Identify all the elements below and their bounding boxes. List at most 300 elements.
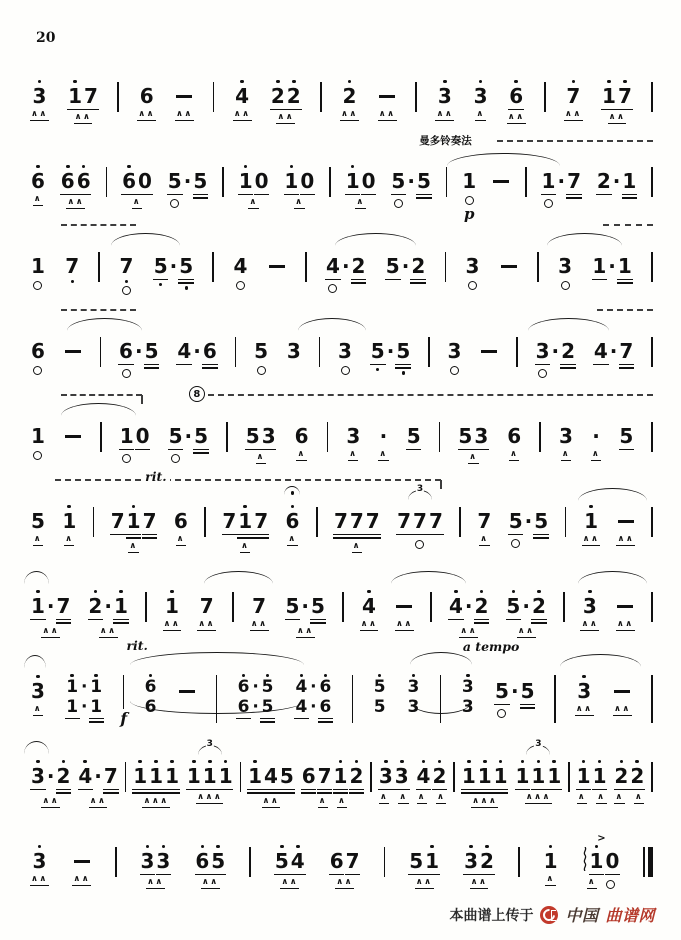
barline <box>554 675 556 723</box>
note-digit: 5 <box>619 424 634 448</box>
underline <box>349 534 365 536</box>
note-group <box>87 588 128 638</box>
voice <box>465 248 481 290</box>
tremolo-triangles: ∧ <box>249 197 258 208</box>
note-digit: 3 <box>464 849 479 873</box>
note <box>476 503 492 532</box>
note <box>351 248 367 284</box>
note-stack <box>31 78 47 107</box>
note-digit: 1 <box>149 764 164 788</box>
note-stack <box>30 758 71 794</box>
note <box>87 588 103 620</box>
note-digit: 3 <box>32 849 47 873</box>
note <box>310 588 326 624</box>
voice <box>234 78 250 107</box>
tremolo-marks <box>340 110 359 121</box>
note-digit: · <box>407 169 415 193</box>
dashed-extension-line <box>61 309 136 311</box>
underline <box>601 109 617 111</box>
underline <box>144 367 160 369</box>
note-group <box>245 418 277 464</box>
octave-dot-below <box>376 368 379 371</box>
tremolo-marks <box>176 535 186 546</box>
underline <box>310 622 326 624</box>
note-digit: 7 <box>254 509 269 533</box>
note-digit: 1 <box>119 424 134 448</box>
note <box>56 758 72 794</box>
tremolo-marks <box>201 878 220 889</box>
underline <box>247 792 263 794</box>
tremolo-marks <box>591 450 601 461</box>
note-stack <box>613 758 645 790</box>
note <box>30 163 46 192</box>
note-digit: · <box>612 169 621 193</box>
barline <box>232 592 234 622</box>
octave-dot-slot <box>36 673 40 680</box>
note-group <box>345 163 377 209</box>
note-digit: 5 <box>534 509 549 533</box>
voice <box>396 503 444 535</box>
voice <box>448 588 489 624</box>
note-group <box>593 333 634 369</box>
octave-dot-above <box>607 80 611 84</box>
voice <box>416 758 448 790</box>
octave-dot-above <box>351 165 355 169</box>
note-digit: 6 <box>76 169 91 193</box>
barline <box>384 847 386 877</box>
note <box>499 248 519 277</box>
octave-dot-below <box>185 286 188 289</box>
underline <box>83 109 99 111</box>
note <box>232 248 248 290</box>
note <box>192 163 208 199</box>
note-digit: 5 <box>396 339 411 363</box>
note <box>143 673 158 696</box>
underline <box>65 718 80 720</box>
note <box>238 163 254 195</box>
note-digit: 1 <box>186 764 201 788</box>
octave-dot-slot <box>192 758 196 765</box>
note-digit: · <box>193 339 201 363</box>
note-digit: 3 <box>447 339 462 363</box>
underline <box>531 619 547 621</box>
voice <box>457 418 489 450</box>
underline <box>260 721 275 723</box>
dash-note <box>65 350 81 353</box>
voice <box>461 758 509 794</box>
octave-dot-above <box>146 845 150 849</box>
note <box>494 673 510 718</box>
octave-dot-above <box>572 80 576 84</box>
note-digit: 1 <box>333 764 348 788</box>
voice <box>558 418 574 447</box>
underline <box>186 789 202 791</box>
note-stack <box>236 673 275 723</box>
note <box>531 588 547 624</box>
measure-cells <box>30 248 653 295</box>
note <box>556 163 566 192</box>
dash-note <box>481 350 497 353</box>
note-group <box>274 843 306 889</box>
note-stack <box>199 588 215 617</box>
underline <box>193 449 209 451</box>
measure-cells <box>30 588 653 638</box>
note <box>30 503 46 532</box>
note <box>267 248 287 277</box>
octave-dot-above <box>240 80 244 84</box>
note-digit: 7 <box>566 84 581 108</box>
tremolo-marks <box>580 620 599 631</box>
note-digit: 3 <box>286 339 301 363</box>
note-digit: 5 <box>385 254 400 278</box>
voice <box>463 843 495 875</box>
underline <box>619 364 635 366</box>
voice <box>294 696 333 723</box>
octave-dot-above <box>443 80 447 84</box>
note <box>473 418 489 450</box>
barline <box>117 82 119 112</box>
note <box>474 588 490 624</box>
underline <box>461 792 477 794</box>
note <box>64 248 80 283</box>
note-digit: 1 <box>425 849 440 873</box>
voice <box>139 78 155 107</box>
note-digit: 7 <box>56 594 71 618</box>
note <box>132 758 148 794</box>
octave-dot-above <box>253 760 257 764</box>
note-stack <box>30 248 46 290</box>
note-digit: 3 <box>394 764 409 788</box>
note-digit: 5 <box>254 339 268 363</box>
note-digit: 5 <box>373 677 386 697</box>
note-digit: 6 <box>329 849 344 873</box>
note-stack <box>345 163 377 195</box>
octave-dot-slot <box>162 843 166 850</box>
note-digit: 3 <box>473 84 488 108</box>
note-group <box>238 163 270 209</box>
underline <box>473 449 489 451</box>
note <box>379 418 389 447</box>
underline <box>566 197 582 199</box>
note-digit: 3 <box>461 697 474 717</box>
note-digit: · <box>557 169 566 193</box>
note-group <box>63 418 83 447</box>
note-group <box>378 758 410 804</box>
note-group <box>406 418 422 450</box>
note-digit: 1 <box>617 254 632 278</box>
note-stack <box>232 248 248 290</box>
note-stack <box>461 758 509 794</box>
octave-dot-above <box>154 760 158 764</box>
note-stack <box>286 333 302 362</box>
octave-8-marker: 8 <box>189 386 205 402</box>
tremolo-marks <box>30 875 49 886</box>
note <box>477 758 493 794</box>
note-group <box>396 484 444 549</box>
note <box>251 673 260 696</box>
voice <box>372 673 387 696</box>
octave-dot-slot <box>355 758 359 765</box>
underline <box>148 792 164 794</box>
note-group <box>372 673 387 716</box>
underline <box>118 364 134 366</box>
note-stack <box>186 758 234 790</box>
tremolo-marks <box>525 793 552 804</box>
note <box>514 758 530 790</box>
octave-dot-slot <box>467 758 471 765</box>
tremolo-marks <box>262 797 281 808</box>
octave-dot-above <box>170 760 174 764</box>
voice <box>494 673 535 718</box>
voice <box>377 78 397 107</box>
note-stack <box>576 758 608 790</box>
note-digit: 5 <box>416 169 431 193</box>
underline <box>103 789 119 791</box>
note-stack <box>253 333 269 375</box>
note-digit: · <box>608 254 616 278</box>
note <box>168 418 184 463</box>
underline <box>279 789 295 791</box>
note-digit: 4 <box>235 84 250 108</box>
note-stack <box>87 588 128 624</box>
voice <box>63 333 83 362</box>
octave-dot-above <box>589 505 593 509</box>
voice <box>385 248 426 284</box>
underline <box>253 537 269 539</box>
underline <box>370 364 386 366</box>
note <box>251 588 267 617</box>
note <box>61 503 77 532</box>
octave-dot-slot <box>240 78 244 85</box>
underline <box>395 367 411 369</box>
voice <box>601 78 633 110</box>
voice <box>361 588 377 617</box>
note <box>372 673 387 696</box>
note <box>56 588 72 624</box>
note-digit: 0 <box>254 169 269 193</box>
arpeggio-wavy-icon <box>582 847 588 871</box>
underline <box>294 718 309 720</box>
octave-dot-above <box>635 760 639 764</box>
note-stack <box>345 418 361 447</box>
slur-arc <box>24 741 49 754</box>
note-stack <box>514 758 562 790</box>
underline <box>614 789 630 791</box>
note <box>89 673 104 696</box>
note <box>285 503 301 532</box>
note-digit: 0 <box>300 169 315 193</box>
note-digit: 5 <box>193 169 208 193</box>
note-stack <box>591 418 601 447</box>
note-digit: · <box>522 594 530 618</box>
note <box>479 843 495 875</box>
note <box>437 78 453 107</box>
tremolo-triangles: ∧∧ <box>582 534 600 544</box>
voice <box>508 503 549 548</box>
note-group <box>394 588 414 631</box>
voice <box>508 78 524 110</box>
tremolo-marks <box>355 198 365 209</box>
underline <box>56 789 72 791</box>
voice <box>31 78 47 107</box>
barline <box>439 422 441 452</box>
note-digit: 2 <box>531 594 546 618</box>
note <box>558 418 574 447</box>
note-digit: 5 <box>279 764 294 788</box>
underline <box>142 534 158 536</box>
note-digit: 1 <box>62 509 77 533</box>
underline <box>193 197 209 199</box>
open-circle-mark <box>450 366 459 375</box>
note-group <box>63 333 83 362</box>
open-circle-mark <box>328 284 337 293</box>
underline <box>493 792 509 794</box>
underline <box>56 619 72 621</box>
note-stack <box>465 248 481 290</box>
note-digit: 3 <box>261 424 276 448</box>
underline <box>318 718 333 720</box>
octave-dot-above <box>242 674 246 678</box>
note <box>612 163 622 192</box>
note <box>460 696 475 716</box>
note <box>506 418 522 447</box>
note <box>457 418 473 450</box>
note-group <box>613 758 645 804</box>
tremolo-marks <box>248 198 258 209</box>
underline <box>178 282 194 284</box>
underline <box>520 704 536 706</box>
tremolo-triangles: ∧∧ <box>138 109 156 119</box>
note <box>463 843 479 875</box>
note-digit: 0 <box>135 424 150 448</box>
tremolo-marks <box>64 535 74 546</box>
note-group <box>465 248 481 290</box>
octave-dot-above <box>514 80 518 84</box>
dash-note <box>618 520 634 523</box>
tremolo-triangles: ∧∧ <box>378 109 396 119</box>
tremolo-marks <box>296 450 306 461</box>
octave-dot-above <box>367 590 371 594</box>
note-group <box>576 758 608 804</box>
note <box>283 163 299 195</box>
underline <box>541 194 557 196</box>
octave-dot-above <box>36 165 40 169</box>
tremolo-marks <box>587 878 615 889</box>
note <box>345 163 361 195</box>
measure-cells <box>30 833 653 889</box>
barline <box>305 252 307 282</box>
barline <box>329 167 331 197</box>
note-digit: 5 <box>194 424 209 448</box>
note <box>274 843 290 875</box>
note-stack <box>463 843 495 875</box>
note <box>300 588 310 617</box>
tremolo-marks <box>74 113 93 124</box>
note-digit: 6 <box>202 339 217 363</box>
tremolo-marks <box>616 535 635 546</box>
note <box>194 843 210 875</box>
tremolo-triangles: ∧ <box>132 197 142 208</box>
note-stack <box>385 248 426 284</box>
note-group <box>591 248 632 284</box>
note <box>253 333 269 375</box>
note <box>521 588 531 617</box>
note-stack <box>378 758 410 790</box>
note-stack <box>63 333 83 362</box>
note-stack <box>63 418 83 447</box>
note <box>199 588 215 617</box>
note-stack <box>461 163 477 205</box>
note-digit: 1 <box>90 697 103 717</box>
voice <box>174 78 194 107</box>
tremolo-marks <box>132 198 142 209</box>
note-group <box>64 248 80 283</box>
note-digit: 2 <box>351 254 366 278</box>
octave-dot-above <box>291 505 295 509</box>
tremolo-marks <box>175 110 194 121</box>
octave-dot-above <box>588 590 592 594</box>
open-circle-mark <box>170 199 179 208</box>
note-group <box>616 503 636 546</box>
note <box>309 673 318 696</box>
score-line <box>30 736 653 821</box>
barline <box>651 507 653 537</box>
note <box>607 248 617 277</box>
note-stack <box>221 503 269 539</box>
note-group <box>345 418 361 461</box>
underline <box>546 789 562 791</box>
note <box>148 758 164 794</box>
tremolo-marks <box>415 878 434 889</box>
note <box>155 843 171 875</box>
note-digit: 5 <box>261 697 274 717</box>
tremolo-triangles: ∧ <box>288 534 297 544</box>
note-group <box>267 248 287 277</box>
underline <box>396 534 412 536</box>
octave-dot-above <box>132 505 136 509</box>
note-group <box>30 163 46 206</box>
octave-dot-slot <box>537 588 541 595</box>
tremolo-triangles: ∧ <box>587 877 597 888</box>
octave-dot-above <box>348 80 352 84</box>
underline <box>531 789 547 791</box>
note-stack <box>541 163 582 208</box>
score-line <box>30 135 653 226</box>
note-digit: 7 <box>142 509 157 533</box>
note-digit: 6 <box>144 697 157 717</box>
underline <box>30 789 46 791</box>
voice <box>576 758 608 790</box>
note-digit: 5 <box>274 849 289 873</box>
octave-dot-slot <box>469 843 473 850</box>
note-stack <box>61 503 77 532</box>
note-digit: 3 <box>535 339 550 363</box>
note-group <box>232 248 248 290</box>
note <box>505 588 521 620</box>
dash-note <box>614 690 630 693</box>
note <box>479 333 499 362</box>
note <box>76 163 92 195</box>
underline <box>351 279 367 281</box>
octave-dot-slot <box>620 758 624 765</box>
note-stack <box>119 418 151 463</box>
octave-dot-slot <box>170 588 174 595</box>
note <box>546 758 562 790</box>
note-stack <box>285 588 326 624</box>
note <box>629 758 645 790</box>
note <box>202 333 218 369</box>
voice <box>618 418 634 450</box>
